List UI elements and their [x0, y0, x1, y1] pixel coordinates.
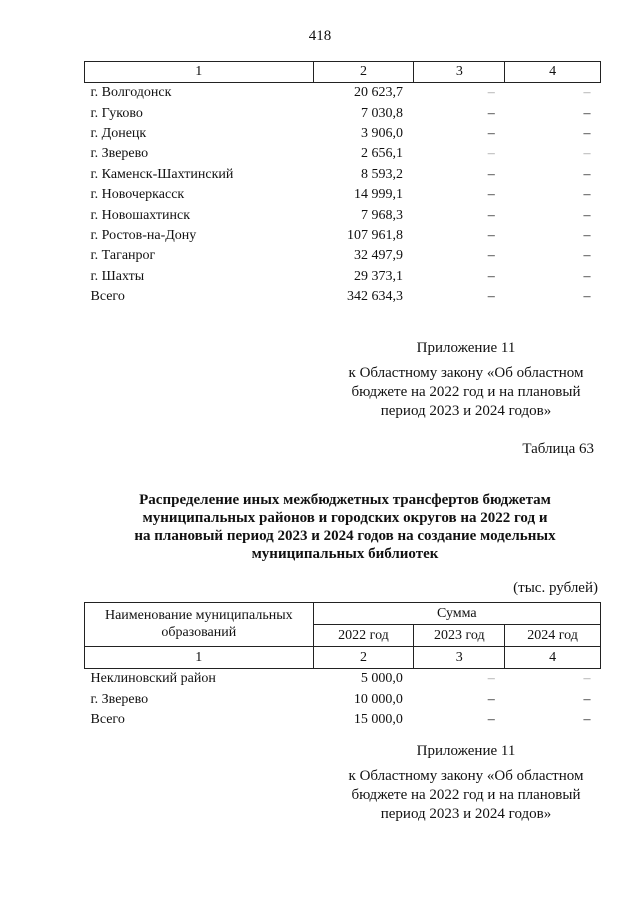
page-number: 418 — [308, 28, 332, 44]
municipality-name: г. Каменск-Шахтинский — [90, 166, 234, 182]
total-2023: – — [487, 289, 495, 305]
municipality-name: г. Таганрог — [90, 248, 156, 264]
table-row — [85, 83, 601, 104]
total-row — [85, 287, 601, 307]
total-amount: 15 000,0 — [353, 711, 403, 727]
appendix-line: период 2023 и 2024 годов» — [380, 806, 552, 822]
total-2024: – — [583, 711, 591, 727]
amount-2022: 8 593,2 — [360, 166, 403, 182]
amount-2024: – — [583, 166, 591, 182]
table-heading — [110, 491, 580, 563]
amount-2022: 5 000,0 — [360, 671, 403, 687]
total-amount: 342 634,3 — [346, 289, 403, 305]
municipality-name: г. Ростов-на-Дону — [90, 227, 197, 243]
appendix-title: Приложение 11 — [416, 743, 516, 759]
column-number: 3 — [414, 62, 505, 83]
table-row — [85, 267, 601, 287]
amount-2024: – — [583, 207, 591, 223]
table-body — [85, 83, 601, 287]
table-label: Таблица 63 — [522, 441, 594, 457]
amount-2022: 7 968,3 — [360, 207, 403, 223]
year-header: 2022 год — [313, 625, 414, 647]
municipality-name: г. Зверево — [90, 691, 149, 707]
header-row — [85, 603, 601, 625]
table-body — [85, 669, 601, 710]
heading-line: на плановый период 2023 и 2024 годов на создание модельных — [134, 528, 556, 544]
amount-2022: 7 030,8 — [360, 105, 403, 121]
amount-2024: – — [583, 248, 591, 264]
amount-2024: – — [583, 187, 591, 203]
column-number: 2 — [313, 62, 414, 83]
total-label: Всего — [90, 289, 125, 305]
amount-2024: – — [583, 125, 591, 141]
heading-line: Распределение иных межбюджетных трансфертов бюджетам — [139, 492, 551, 508]
heading-line: муниципальных районов и городских округов на 2022 год и — [142, 510, 548, 526]
amount-2023: – — [487, 85, 495, 101]
table-row — [85, 205, 601, 225]
amount-2023: – — [487, 227, 495, 243]
municipality-name: г. Шахты — [90, 268, 145, 284]
municipality-name: г. Гуково — [90, 105, 143, 121]
appendix-note — [336, 339, 596, 421]
appendix-note — [336, 742, 596, 824]
header-line: образований — [161, 625, 237, 640]
amount-2024: – — [583, 146, 591, 162]
year-header: 2023 год — [414, 625, 505, 647]
appendix-line: бюджете на 2022 год и на плановый — [351, 384, 581, 400]
municipality-name: г. Новочеркасск — [90, 187, 185, 203]
column-number: 4 — [505, 62, 601, 83]
column-number-row — [85, 647, 601, 669]
amount-2024: – — [583, 268, 591, 284]
amount-2023: – — [487, 105, 495, 121]
amount-2022: 20 623,7 — [353, 85, 403, 101]
units-label: (тыс. рублей) — [513, 580, 598, 596]
table-row — [85, 165, 601, 185]
table-row — [85, 226, 601, 246]
transfers-table-continued — [84, 61, 601, 307]
table-row — [85, 124, 601, 144]
amount-2022: 3 906,0 — [360, 125, 403, 141]
amount-2024: – — [583, 227, 591, 243]
municipality-name: Неклиновский район — [90, 671, 216, 687]
amount-2022: 32 497,9 — [353, 248, 403, 264]
amount-2022: 14 999,1 — [353, 187, 403, 203]
column-number: 2 — [313, 647, 414, 669]
appendix-line: к Областному закону «Об областном — [348, 365, 584, 381]
amount-2022: 107 961,8 — [346, 227, 403, 243]
column-number-row — [85, 62, 601, 83]
municipality-name: г. Зверево — [90, 146, 149, 162]
total-2023: – — [487, 711, 495, 727]
amount-2023: – — [487, 166, 495, 182]
column-number: 3 — [414, 647, 505, 669]
header-line: Наименование муниципальных — [104, 608, 293, 623]
table-row — [85, 185, 601, 205]
total-2024: – — [583, 289, 591, 305]
name-column-header — [85, 603, 314, 647]
amount-2023: – — [487, 671, 495, 687]
amount-2024: – — [583, 671, 591, 687]
total-row — [85, 710, 601, 730]
municipality-name: г. Волгодонск — [90, 85, 172, 101]
library-transfers-table — [84, 602, 601, 730]
amount-2023: – — [487, 207, 495, 223]
amount-2023: – — [487, 268, 495, 284]
amount-2023: – — [487, 187, 495, 203]
sum-column-header: Сумма — [313, 603, 600, 625]
appendix-line: к Областному закону «Об областном — [348, 768, 584, 784]
column-number: 1 — [85, 62, 314, 83]
table-row — [85, 669, 601, 690]
amount-2024: – — [583, 85, 591, 101]
amount-2023: – — [487, 146, 495, 162]
amount-2022: 10 000,0 — [353, 691, 403, 707]
amount-2023: – — [487, 248, 495, 264]
amount-2023: – — [487, 125, 495, 141]
table-row — [85, 689, 601, 709]
appendix-title: Приложение 11 — [416, 340, 516, 356]
year-header: 2024 год — [505, 625, 601, 647]
column-number: 4 — [505, 647, 601, 669]
table-row — [85, 103, 601, 123]
municipality-name: г. Донецк — [90, 125, 147, 141]
amount-2023: – — [487, 691, 495, 707]
heading-line: муниципальных библиотек — [251, 546, 439, 562]
appendix-line: период 2023 и 2024 годов» — [380, 403, 552, 419]
column-number: 1 — [85, 647, 314, 669]
appendix-line: бюджете на 2022 год и на плановый — [351, 787, 581, 803]
municipality-name: г. Новошахтинск — [90, 207, 191, 223]
amount-2022: 29 373,1 — [353, 268, 403, 284]
total-label: Всего — [90, 711, 125, 727]
amount-2024: – — [583, 691, 591, 707]
amount-2022: 2 656,1 — [360, 146, 403, 162]
table-row — [85, 246, 601, 266]
table-row — [85, 144, 601, 164]
amount-2024: – — [583, 105, 591, 121]
